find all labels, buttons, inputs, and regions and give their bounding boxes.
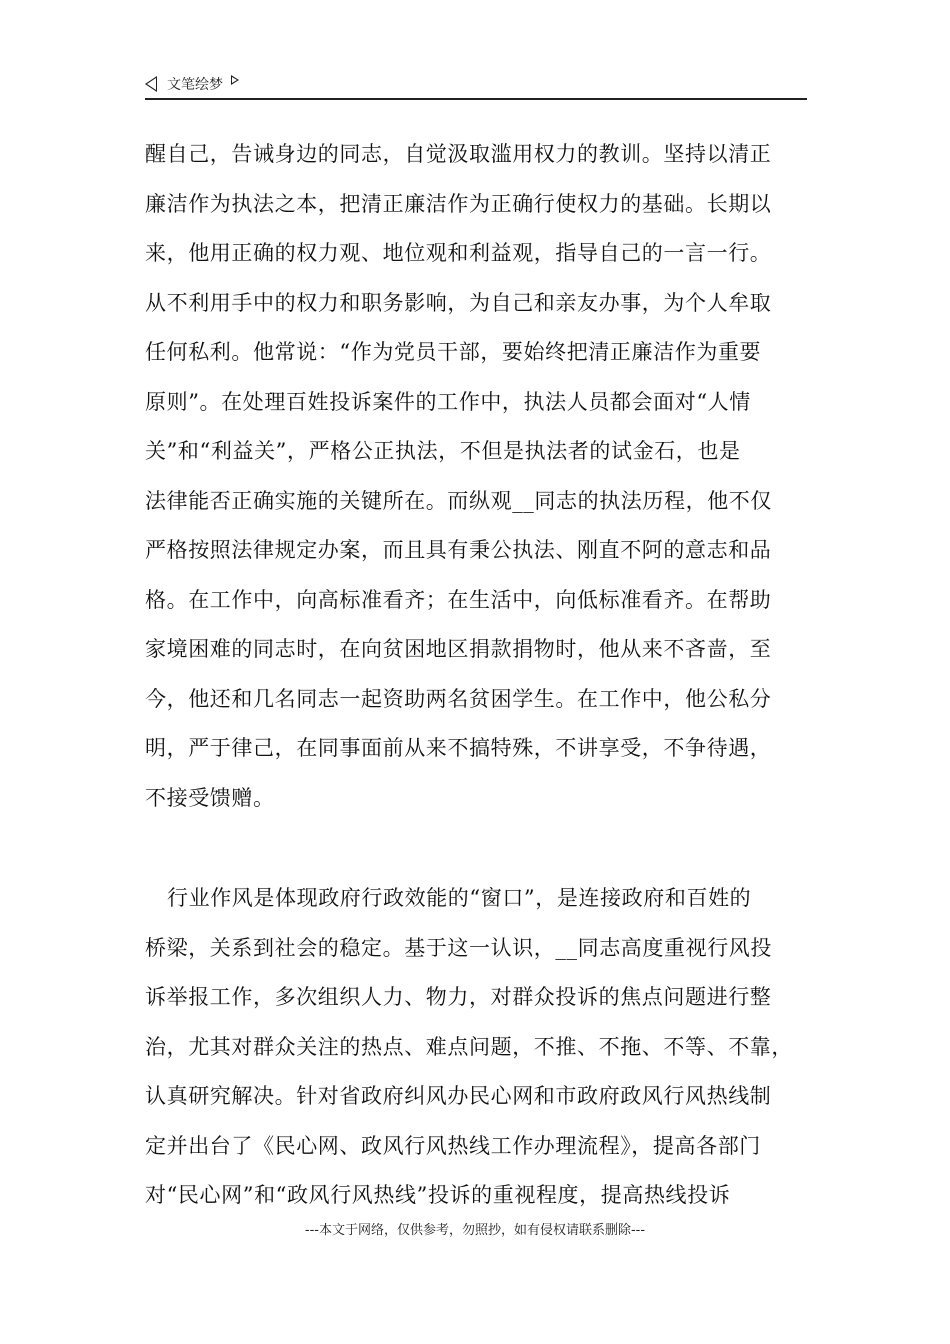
text-line: 诉举报工作，多次组织人力、物力，对群众投诉的焦点问题进行整 (145, 985, 772, 1009)
paragraph-1 (145, 130, 810, 823)
triangle-left-icon (145, 76, 157, 92)
text-line: 原则”。在处理百姓投诉案件的工作中，执法人员都会面对“人情 (145, 389, 751, 414)
text-line: 关”和“利益关”，严格公正执法，不但是执法者的试金石，也是 (145, 439, 741, 463)
page-footer: ---本文于网络，仅供参考，勿照抄，如有侵权请联系删除--- (304, 1223, 646, 1238)
page-header (145, 72, 807, 100)
header-title: 文笔绘梦 (167, 77, 223, 93)
text-line: 家境困难的同志时，在向贫困地区捐款捐物时，他从来不吝啬，至 (145, 637, 772, 661)
text-line: 认真研究解决。针对省政府纠风办民心网和市政府政风行风热线制 (145, 1084, 772, 1108)
paragraph-gap (145, 823, 810, 874)
text-line: 严格按照法律规定办案，而且具有秉公执法、刚直不阿的意志和品 (145, 538, 772, 562)
text-line: 醒自己，告诫身边的同志，自觉汲取滥用权力的教训。坚持以清正 (145, 142, 772, 166)
text-line: 来，他用正确的权力观、地位观和利益观，指导自己的一言一行。 (145, 241, 772, 265)
document-body (145, 130, 810, 1221)
text-line: 定并出台了《民心网、政风行风热线工作办理流程》，提高各部门 (145, 1133, 761, 1158)
text-line: 任何私利。他常说：“作为党员干部，要始终把清正廉洁作为重要 (145, 340, 762, 364)
text-line: 格。在工作中，向高标准看齐；在生活中，向低标准看齐。在帮助 (145, 587, 772, 612)
text-line: 廉洁作为执法之本，把清正廉洁作为正确行使权力的基础。长期以 (145, 191, 772, 216)
triangle-right-icon (231, 75, 239, 85)
text-line: 不接受馈赠。 (145, 785, 275, 810)
text-line: 今，他还和几名同志一起资助两名贫困学生。在工作中，他公私分 (145, 686, 772, 711)
text-line: 行业作风是体现政府行政效能的“窗口”，是连接政府和百姓的 (167, 886, 752, 910)
text-line: 法律能否正确实施的关键所在。而纵观__同志的执法历程，他不仅 (145, 488, 772, 513)
paragraph-2 (145, 874, 810, 1221)
text-line: 对“民心网”和“政风行风热线”投诉的重视程度，提高热线投诉 (145, 1183, 731, 1207)
text-line: 明，严于律己，在同事面前从来不搞特殊，不讲享受，不争待遇， (145, 736, 772, 760)
text-line: 从不利用手中的权力和职务影响，为自己和亲友办事，为个人牟取 (145, 290, 772, 315)
text-line: 治，尤其对群众关注的热点、难点问题，不推、不拖、不等、不靠， (145, 1034, 793, 1059)
text-line: 桥梁，关系到社会的稳定。基于这一认识，__同志高度重视行风投 (145, 935, 772, 960)
header-row (145, 72, 807, 96)
